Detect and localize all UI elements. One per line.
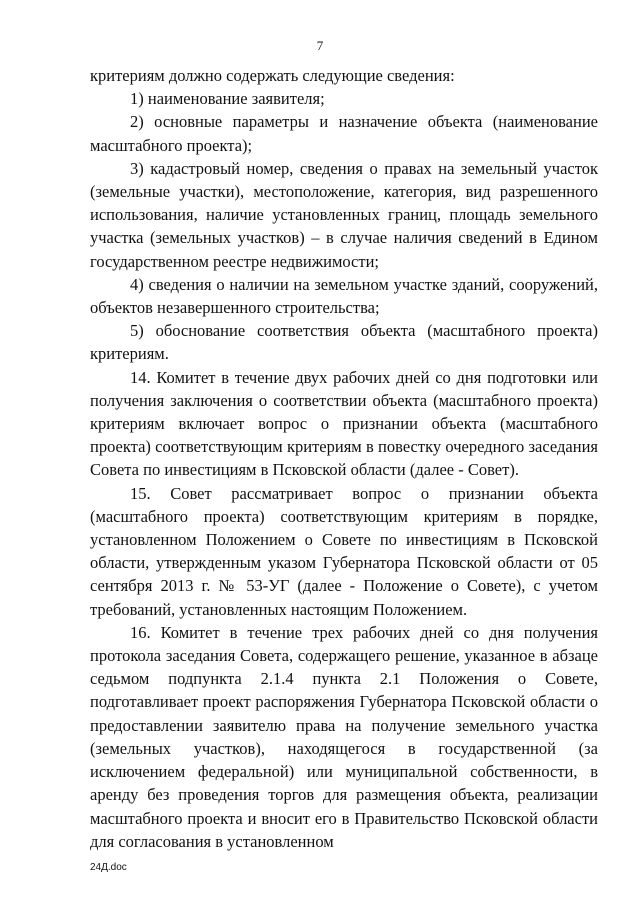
page-number: 7: [316, 38, 324, 53]
list-item-4: 4) сведения о наличии на земельном участке зданий, сооружений, объектов незавершенного строительства;: [90, 274, 598, 318]
clause-14: 14. Комитет в течение двух рабочих дней со дня подготовки или получения заключения о соответствии объекта (масштабного проекта) критериям включает вопрос о признании объекта (масштабного проекта) соответствующим критериям в повестку очередного заседания Совета по инвестициям в Псковской области (далее - Совет).: [90, 367, 598, 480]
list-item-3: 3) кадастровый номер, сведения о правах на земельный участок (земельные участки), местоположение, категория, вид разрешенного использования, наличие установленных границ, площадь земельного участка (земельных участков) – в случае наличия сведений в Едином государственном реестре недвижимости;: [90, 158, 598, 271]
file-name-footer: 24Д.doc: [90, 862, 127, 873]
paragraph: критериям должно содержать следующие сведения:: [90, 66, 455, 85]
list-item-5: 5) обоснование соответствия объекта (масштабного проекта) критериям.: [90, 321, 598, 364]
clause-15: 15. Совет рассматривает вопрос о признании объекта (масштабного проекта) соответствующим критериям в порядке, установленном Положением о Совете по инвестициям в Псковской области, утвержденным указом Губернатора Псковской области от 05 сентября 2013 г. № 53-УГ (далее - Положение о Совете), с учетом требований, установленных настоящим Положением.: [90, 483, 598, 619]
list-item-1: 1) наименование заявителя;: [130, 89, 325, 109]
clause-16: 16. Комитет в течение трех рабочих дней со дня получения протокола заседания Совета, содержащего решение, указанное в абзаце седьмом подпункта 2.1.4 пункта 2.1 Положения о Совете, подготавливает проект распоряжения Губернатора Псковской области о предоставлении заявителю права на получение земельного участка (земельных участков), находящегося в государственной (за исключением федеральной) или муниципальной собственности, в аренду без проведения торгов для размещения объекта, реализации масштабного проекта и вносит его в Правительство Псковской области для согласования в установленном: [90, 622, 598, 851]
list-item-2: 2) основные параметры и назначение объекта (наименование масштабного проекта);: [90, 112, 598, 155]
document-body: [90, 64, 598, 853]
